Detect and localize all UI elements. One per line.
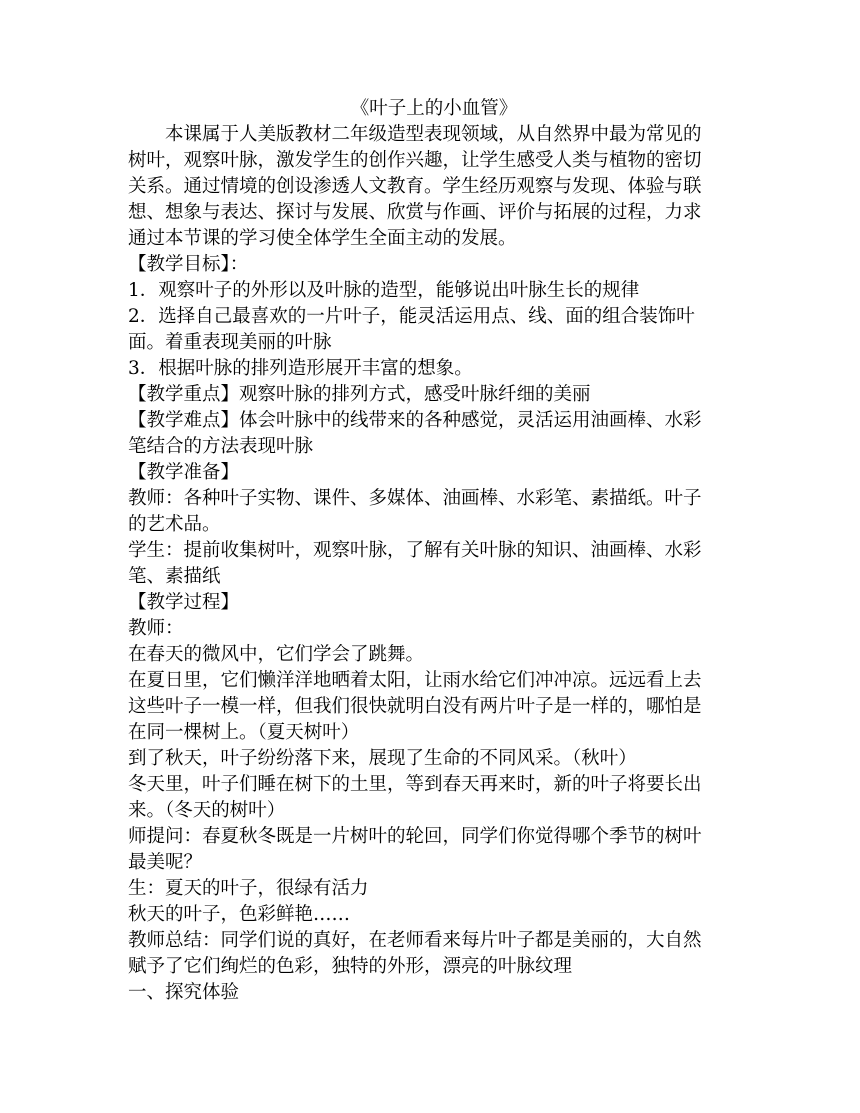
text-line: 一、探究体验: [128, 982, 240, 1003]
text-line: 面。着重表现美丽的叶脉: [128, 332, 332, 353]
text-line: 来。（冬天的树叶）: [128, 800, 286, 821]
text-line: 到了秋天，叶子纷纷落下来，展现了生命的不同风采。（秋叶）: [128, 748, 637, 769]
text-line: 师提问：春夏秋冬既是一片树叶的轮回，同学们你觉得哪个季节的树叶: [128, 826, 702, 847]
text-line: 本课属于人美版教材二年级造型表现领域，从自然界中最为常见的: [128, 124, 702, 145]
text-line: 教师：: [128, 618, 184, 639]
text-line: 【教学目标】：: [128, 254, 249, 275]
text-line: 笔、素描纸: [128, 566, 221, 587]
text-line: 最美呢？: [128, 852, 203, 873]
text-line: 想、想象与表达、探讨与发展、欣赏与作画、评价与拓展的过程，力求: [128, 202, 702, 223]
text-line: 【教学过程】: [128, 592, 240, 613]
document-body: [128, 96, 740, 1006]
text-line: 教师：各种叶子实物、课件、多媒体、油画棒、水彩笔、素描纸。叶子: [128, 488, 702, 509]
text-line: 赋予了它们绚烂的色彩，独特的外形，漂亮的叶脉纹理: [128, 956, 573, 977]
text-line: 这些叶子一模一样，但我们很快就明白没有两片叶子是一样的，哪怕是: [128, 696, 702, 717]
document-lines: [128, 122, 740, 1006]
text-line: 生：夏天的叶子，很绿有活力: [128, 878, 369, 899]
text-line: 笔结合的方法表现叶脉: [128, 436, 314, 457]
text-line: 在夏日里，它们懒洋洋地晒着太阳，让雨水给它们冲冲凉。远远看上去: [128, 670, 702, 691]
text-line: 的艺术品。: [128, 514, 221, 535]
text-line: 【教学重点】观察叶脉的排列方式，感受叶脉纤细的美丽: [128, 384, 591, 405]
text-line: 学生：提前收集树叶，观察叶脉，了解有关叶脉的知识、油画棒、水彩: [128, 540, 702, 561]
text-line: 在同一棵树上。（夏天树叶）: [128, 722, 360, 743]
document-title: 《叶子上的小血管》: [350, 98, 518, 119]
text-line: 【教学准备】: [128, 462, 240, 483]
text-line: 教师总结：同学们说的真好，在老师看来每片叶子都是美丽的，大自然: [128, 930, 702, 951]
text-line: 通过本节课的学习使全体学生全面主动的发展。: [128, 228, 517, 249]
text-line: 秋天的叶子，色彩鲜艳……: [128, 904, 351, 925]
text-line: 3．根据叶脉的排列造形展开丰富的想象。: [128, 358, 473, 379]
text-line: 树叶，观察叶脉，激发学生的创作兴趣，让学生感受人类与植物的密切: [128, 150, 702, 171]
text-line: 1．观察叶子的外形以及叶脉的造型，能够说出叶脉生长的规律: [128, 280, 640, 301]
text-line: 2．选择自己最喜欢的一片叶子，能灵活运用点、线、面的组合装饰叶: [128, 306, 695, 327]
text-line: 关系。通过情境的创设渗透人文教育。学生经历观察与发现、体验与联: [128, 176, 702, 197]
text-line: 【教学难点】体会叶脉中的线带来的各种感觉，灵活运用油画棒、水彩: [128, 410, 702, 431]
text-line: 在春天的微风中，它们学会了跳舞。: [128, 644, 425, 665]
text-line: 冬天里，叶子们睡在树下的土里，等到春天再来时，新的叶子将要长出: [128, 774, 702, 795]
